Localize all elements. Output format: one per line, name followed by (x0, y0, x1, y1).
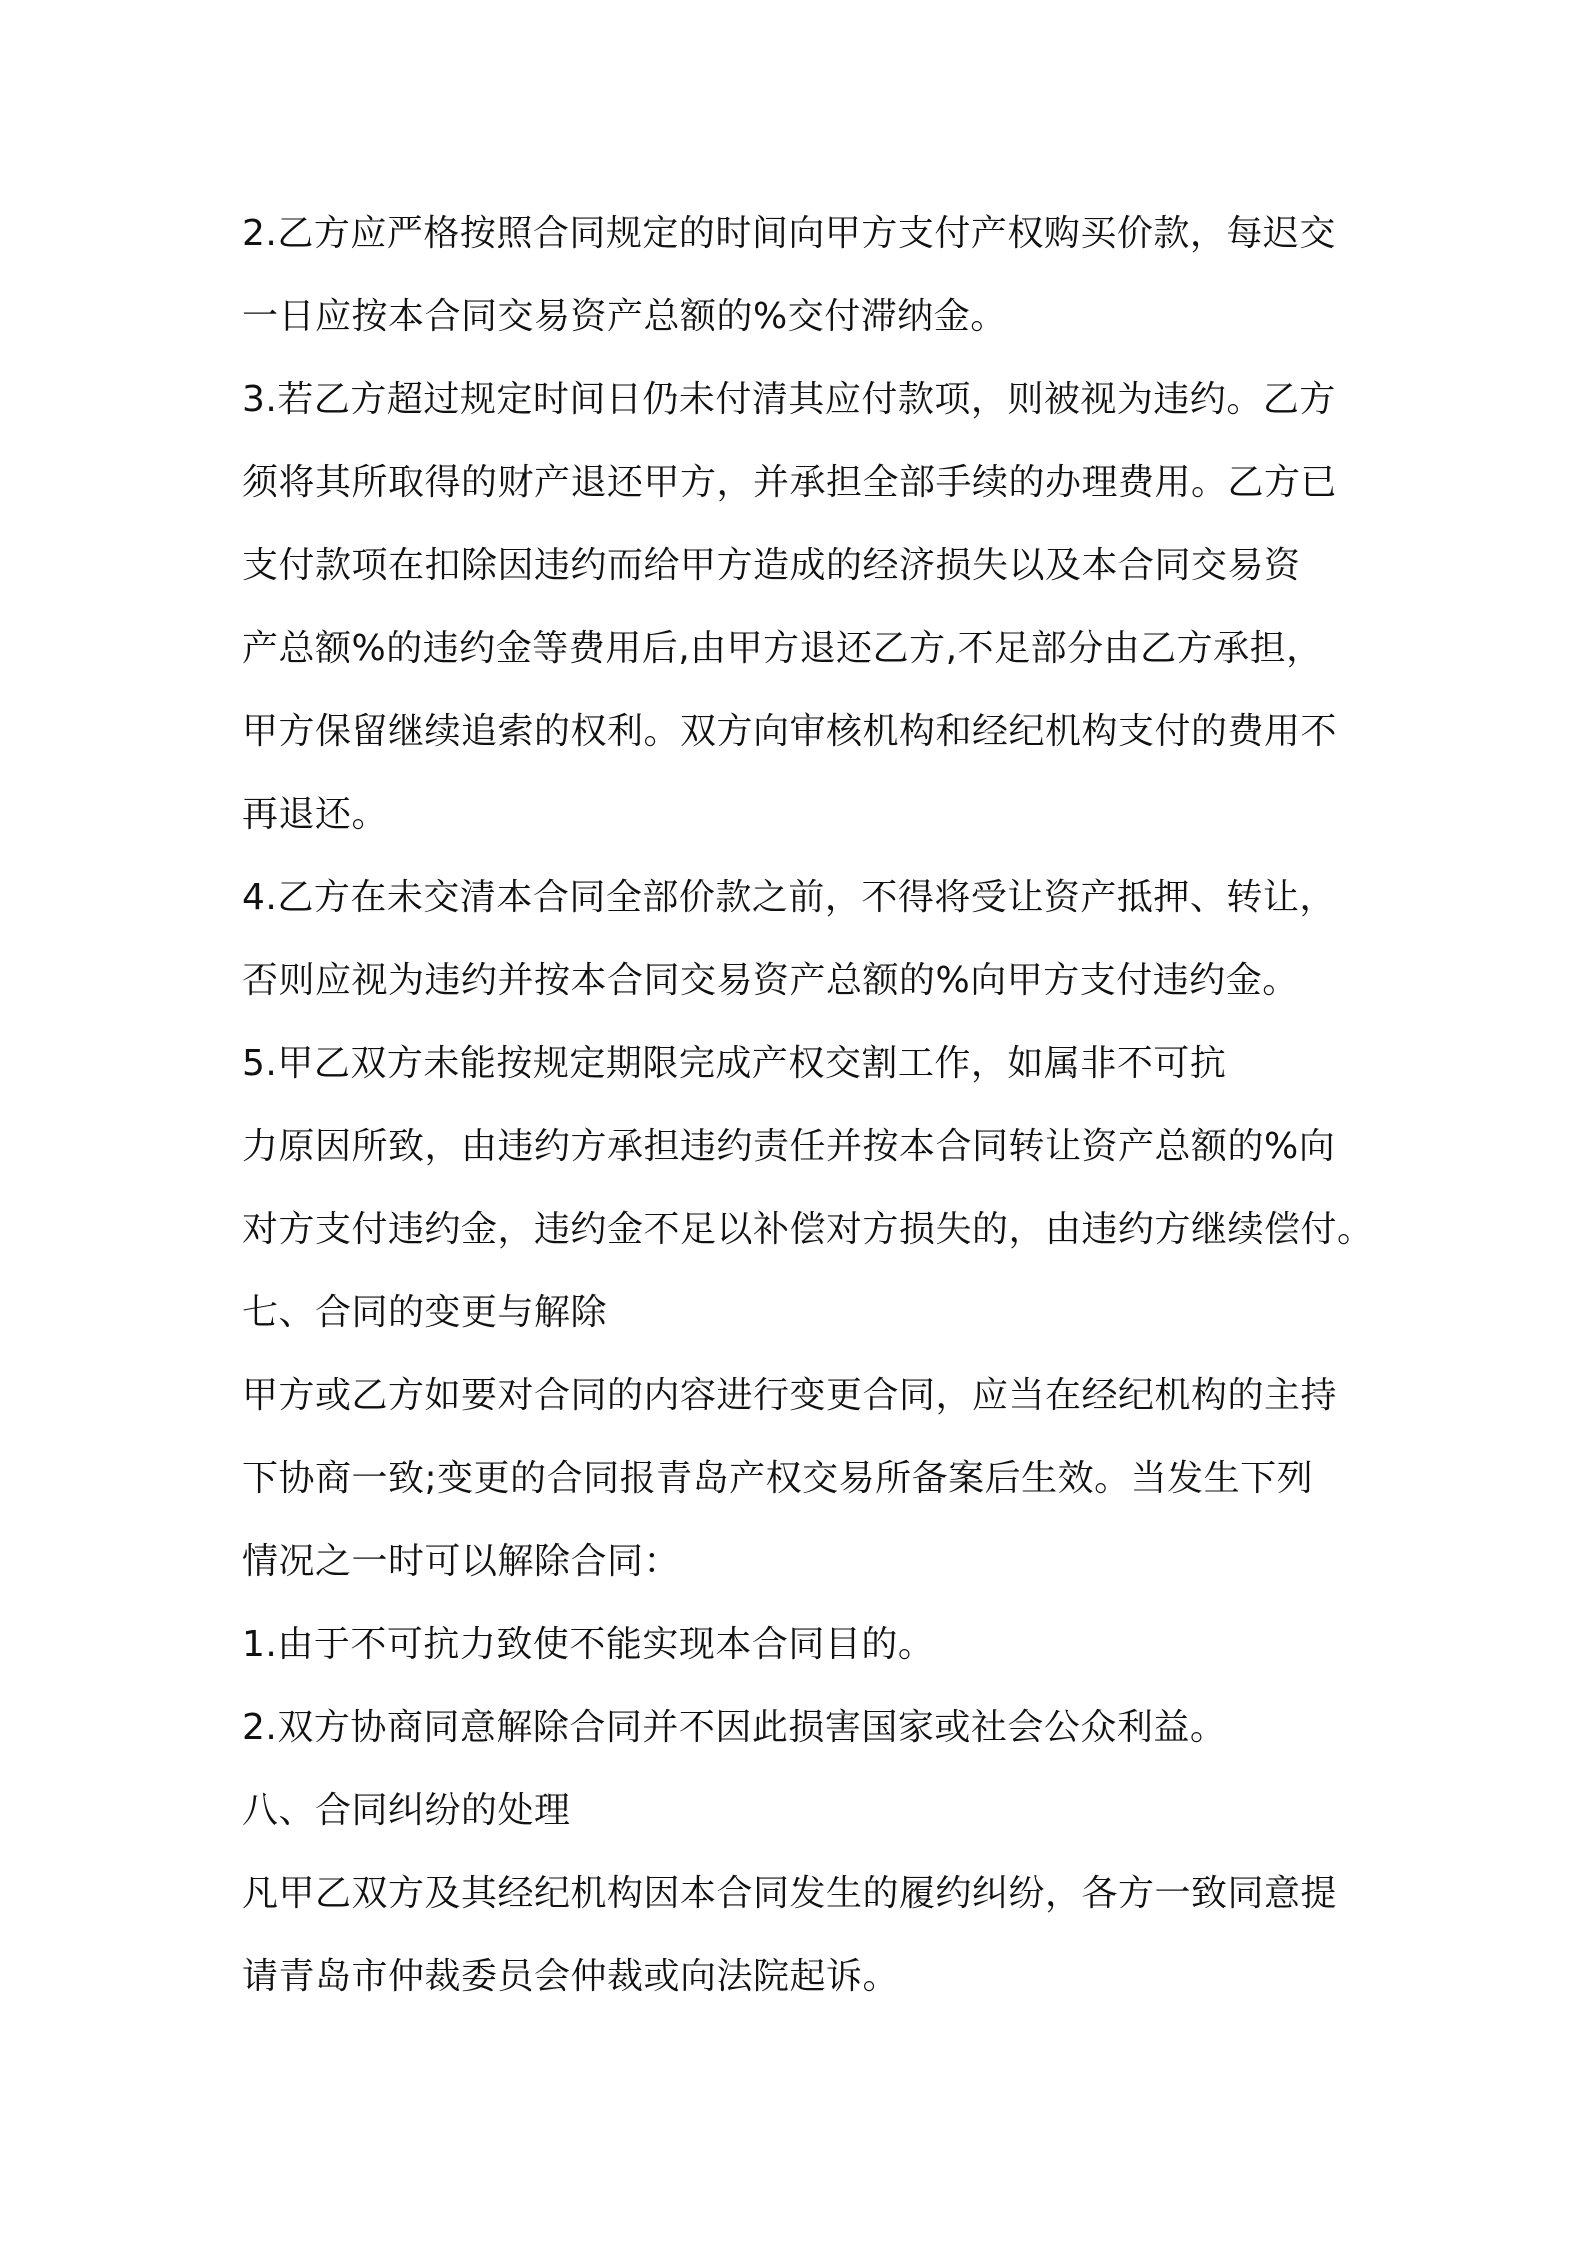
text-line-10: 否则应视为违约并按本合同交易资产总额的%向甲方支付违约金。 (242, 960, 1299, 1001)
text-line-15: 甲方或乙方如要对合同的内容进行变更合同，应当在经纪机构的主持 (242, 1375, 1338, 1416)
section-heading-8: 八、合同纠纷的处理 (242, 1790, 571, 1831)
text-line-18: 1.由于不可抗力致使不能实现本合同目的。 (242, 1624, 935, 1665)
text-line-7: 甲方保留继续追索的权利。双方向审核机构和经纪机构支付的费用不 (242, 711, 1338, 752)
text-line-17: 情况之一时可以解除合同： (242, 1541, 681, 1582)
text-line-12: 力原因所致，由违约方承担违约责任并按本合同转让资产总额的%向 (242, 1126, 1336, 1167)
text-line-9: 4.乙方在未交清本合同全部价款之前，不得将受让资产抵押、转让， (242, 877, 1336, 918)
text-line-21: 凡甲乙双方及其经纪机构因本合同发生的履约纠纷，各方一致同意提 (242, 1873, 1338, 1914)
text-line-1: 2.乙方应严格按照合同规定的时间向甲方支付产权购买价款，每迟交 (242, 213, 1336, 254)
text-line-6: 产总额%的违约金等费用后,由甲方退还乙方,不足部分由乙方承担， (242, 628, 1323, 669)
text-line-8: 再退还。 (242, 794, 389, 835)
text-line-2: 一日应按本合同交易资产总额的%交付滞纳金。 (242, 296, 1007, 337)
text-line-3: 3.若乙方超过规定时间日仍未付清其应付款项，则被视为违约。乙方 (242, 379, 1336, 420)
text-line-4: 须将其所取得的财产退还甲方，并承担全部手续的办理费用。乙方已 (242, 462, 1338, 503)
text-line-22: 请青岛市仲裁委员会仲裁或向法院起诉。 (242, 1956, 900, 1997)
text-line-11: 5.甲乙双方未能按规定期限完成产权交割工作，如属非不可抗 (242, 1043, 1227, 1084)
text-line-5: 支付款项在扣除因违约而给甲方造成的经济损失以及本合同交易资 (242, 545, 1301, 586)
text-line-13: 对方支付违约金，违约金不足以补偿对方损失的，由违约方继续偿付。 (242, 1209, 1374, 1250)
text-line-16: 下协商一致;变更的合同报青岛产权交易所备案后生效。当发生下列 (242, 1458, 1314, 1499)
text-line-19: 2.双方协商同意解除合同并不因此损害国家或社会公众利益。 (242, 1707, 1227, 1748)
section-heading-7: 七、合同的变更与解除 (242, 1292, 608, 1333)
